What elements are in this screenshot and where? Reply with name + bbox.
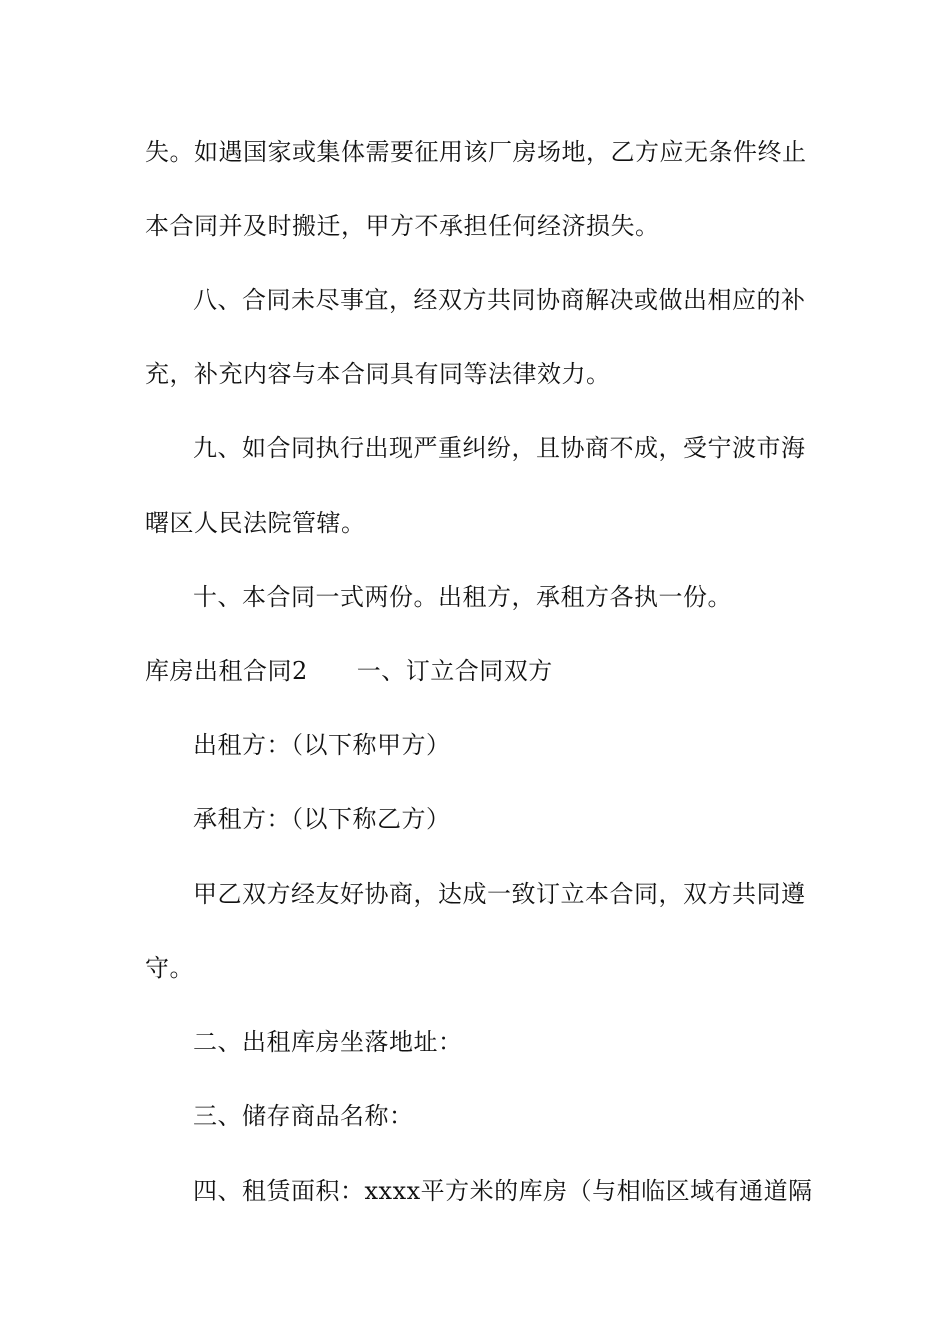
text-line: 八、合同未尽事宜，经双方共同协商解决或做出相应的补	[193, 286, 806, 314]
text-line: 承租方：（以下称乙方）	[193, 805, 451, 833]
text-line: 十、本合同一式两份。出租方，承租方各执一份。	[193, 583, 732, 611]
text-line: 二、出租库房坐落地址：	[193, 1028, 463, 1056]
text-line: 失。如遇国家或集体需要征用该厂房场地，乙方应无条件终止	[145, 138, 807, 166]
text-line: 出租方：（以下称甲方）	[193, 731, 451, 759]
text-line: 四、租赁面积：xxxx平方米的库房（与相临区域有通道隔	[193, 1177, 813, 1205]
text-line: 守。	[145, 954, 194, 982]
text-line: 三、储存商品名称：	[193, 1102, 414, 1130]
text-line: 充，补充内容与本合同具有同等法律效力。	[145, 360, 611, 388]
text-line: 甲乙双方经友好协商，达成一致订立本合同，双方共同遵	[193, 880, 806, 908]
section-heading: 库房出租合同2 一、订立合同双方	[145, 657, 553, 685]
text-line: 本合同并及时搬迁，甲方不承担任何经济损失。	[145, 212, 660, 240]
text-line: 九、如合同执行出现严重纠纷，且协商不成，受宁波市海	[193, 434, 806, 462]
text-line: 曙区人民法院管辖。	[145, 509, 366, 537]
